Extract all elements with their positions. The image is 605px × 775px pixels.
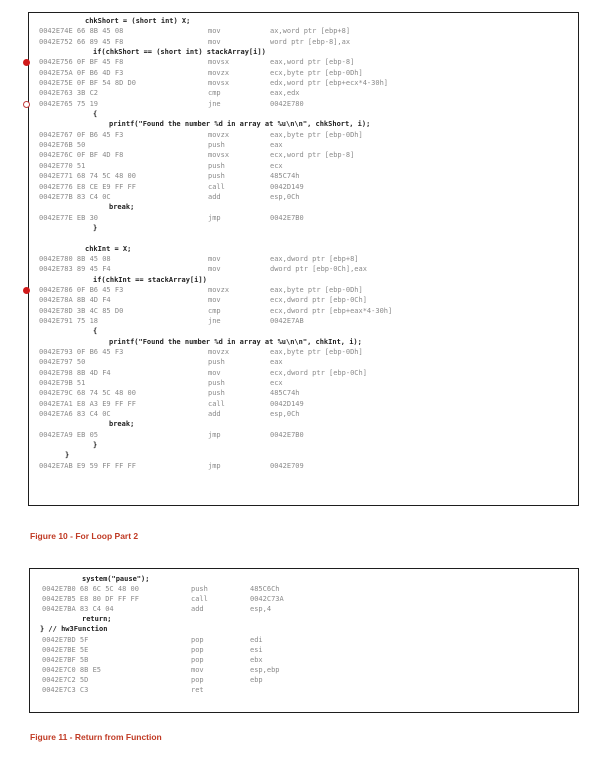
assembly-line bbox=[29, 192, 578, 202]
instruction-operands: esp,0Ch bbox=[270, 192, 300, 201]
instruction-operands: 0042E7B0 bbox=[270, 213, 304, 222]
instruction-address: 0042E7BF 5B bbox=[42, 655, 89, 664]
instruction-operands: 0042D149 bbox=[270, 399, 304, 408]
figure-caption: Figure 10 - For Loop Part 2 bbox=[30, 531, 139, 541]
assembly-line bbox=[29, 368, 578, 378]
instruction-operands: esp,4 bbox=[250, 605, 272, 614]
instruction-address: 0042E798 8B 4D F4 bbox=[39, 368, 111, 377]
assembly-line bbox=[29, 388, 578, 398]
source-line bbox=[29, 326, 578, 336]
instruction-mnemonic: movsx bbox=[208, 58, 230, 67]
instruction-operands: ebp bbox=[250, 675, 263, 684]
instruction-address: 0042E783 89 45 F4 bbox=[39, 265, 111, 274]
instruction-mnemonic: jne bbox=[208, 99, 221, 108]
instruction-operands: eax,byte ptr [ebp-0Dh] bbox=[270, 285, 363, 294]
instruction-address: 0042E767 0F B6 45 F3 bbox=[39, 130, 124, 139]
source-line bbox=[29, 223, 578, 233]
instruction-address: 0042E7AB E9 59 FF FF FF bbox=[39, 461, 136, 470]
instruction-address: 0042E771 68 74 5C 48 00 bbox=[39, 172, 136, 181]
assembly-line bbox=[29, 68, 578, 78]
instruction-operands: edi bbox=[250, 635, 263, 644]
source-text: } bbox=[65, 451, 70, 460]
assembly-line bbox=[30, 645, 578, 655]
instruction-operands: eax,word ptr [ebp-8] bbox=[270, 58, 355, 67]
source-line bbox=[29, 275, 578, 285]
instruction-mnemonic: jmp bbox=[208, 461, 221, 470]
source-text: { bbox=[93, 110, 98, 119]
instruction-mnemonic: movzx bbox=[208, 68, 230, 77]
instruction-address: 0042E78A 8B 4D F4 bbox=[39, 296, 111, 305]
instruction-address: 0042E76C 0F BF 4D F8 bbox=[39, 151, 124, 160]
instruction-operands: eax bbox=[270, 141, 283, 150]
instruction-operands: eax,byte ptr [ebp-0Dh] bbox=[270, 130, 363, 139]
instruction-operands: ecx,dword ptr [ebp+eax*4-30h] bbox=[270, 306, 393, 315]
instruction-address: 0042E776 E8 CE E9 FF FF bbox=[39, 182, 136, 191]
instruction-address: 0042E756 0F BF 45 F8 bbox=[39, 58, 124, 67]
instruction-operands: ecx,word ptr [ebp-8] bbox=[270, 151, 355, 160]
breakpoint-icon[interactable] bbox=[23, 59, 30, 66]
instruction-address: 0042E77B 83 C4 0C bbox=[39, 192, 111, 201]
instruction-address: 0042E793 0F B6 45 F3 bbox=[39, 348, 124, 356]
figure-caption: Figure 11 - Return from Function bbox=[30, 732, 162, 742]
instruction-mnemonic: call bbox=[191, 595, 208, 604]
instruction-mnemonic: movzx bbox=[208, 348, 230, 356]
assembly-line bbox=[30, 685, 578, 695]
assembly-line bbox=[29, 409, 578, 419]
instruction-mnemonic: cmp bbox=[208, 306, 221, 315]
instruction-address: 0042E79B 51 bbox=[39, 379, 86, 388]
instruction-address: 0042E797 50 bbox=[39, 358, 86, 367]
instruction-mnemonic: mov bbox=[208, 254, 221, 263]
assembly-line bbox=[29, 285, 578, 295]
blank-line bbox=[29, 233, 578, 243]
instruction-mnemonic: add bbox=[208, 192, 221, 201]
assembly-line bbox=[30, 665, 578, 675]
instruction-operands: 0042E780 bbox=[270, 99, 304, 108]
assembly-line bbox=[29, 78, 578, 88]
instruction-address: 0042E7C0 8B E5 bbox=[42, 665, 102, 674]
instruction-address: 0042E791 75 18 bbox=[39, 316, 99, 325]
instruction-operands: ebx bbox=[250, 655, 263, 664]
assembly-line bbox=[29, 37, 578, 47]
source-text: return; bbox=[82, 615, 112, 624]
instruction-address: 0042E763 3B C2 bbox=[39, 89, 99, 98]
instruction-mnemonic: add bbox=[191, 605, 204, 614]
instruction-address: 0042E770 51 bbox=[39, 161, 86, 170]
source-text: if(chkShort == (short int) stackArray[i]) bbox=[93, 48, 266, 57]
instruction-mnemonic: push bbox=[208, 358, 225, 367]
assembly-line bbox=[29, 295, 578, 305]
disassembly-listing-for-loop bbox=[28, 12, 579, 506]
instruction-mnemonic: mov bbox=[208, 296, 221, 305]
instruction-address: 0042E765 75 19 bbox=[39, 99, 99, 108]
instruction-operands: ecx,dword ptr [ebp-0Ch] bbox=[270, 368, 367, 377]
assembly-line bbox=[29, 316, 578, 326]
source-text: chkShort = (short int) X; bbox=[85, 17, 191, 25]
source-line bbox=[29, 119, 578, 129]
instruction-mnemonic: movsx bbox=[208, 151, 230, 160]
instruction-mnemonic: mov bbox=[191, 665, 204, 674]
assembly-line bbox=[29, 264, 578, 274]
instruction-operands: eax bbox=[270, 358, 283, 367]
assembly-line bbox=[29, 26, 578, 36]
instruction-mnemonic: movzx bbox=[208, 130, 230, 139]
source-line bbox=[30, 574, 578, 584]
source-text: } bbox=[93, 223, 98, 232]
instruction-address: 0042E786 0F B6 45 F3 bbox=[39, 285, 124, 294]
instruction-operands: ecx,byte ptr [ebp-0Dh] bbox=[270, 68, 363, 77]
assembly-line bbox=[29, 171, 578, 181]
source-line bbox=[29, 16, 578, 26]
instruction-address: 0042E74E 66 8B 45 08 bbox=[39, 27, 124, 36]
instruction-operands: eax,byte ptr [ebp-0Dh] bbox=[270, 348, 363, 356]
instruction-mnemonic: mov bbox=[208, 265, 221, 274]
source-text: } // hw3Function bbox=[40, 625, 108, 634]
code-block bbox=[29, 16, 578, 471]
assembly-line bbox=[29, 140, 578, 150]
instruction-operands: 485C74h bbox=[270, 389, 300, 398]
instruction-mnemonic: movzx bbox=[208, 285, 230, 294]
assembly-line bbox=[29, 399, 578, 409]
assembly-line bbox=[29, 430, 578, 440]
instruction-address: 0042E780 8B 45 08 bbox=[39, 254, 111, 263]
instruction-operands: esi bbox=[250, 645, 263, 654]
instruction-address: 0042E79C 68 74 5C 48 00 bbox=[39, 389, 136, 398]
instruction-operands: eax,edx bbox=[270, 89, 300, 98]
code-block bbox=[30, 574, 578, 695]
assembly-line bbox=[29, 182, 578, 192]
instruction-mnemonic: call bbox=[208, 182, 225, 191]
instruction-operands: ax,word ptr [ebp+8] bbox=[270, 27, 351, 36]
breakpoint-hollow-icon[interactable] bbox=[23, 101, 30, 108]
source-text: break; bbox=[109, 420, 135, 429]
instruction-mnemonic: call bbox=[208, 399, 225, 408]
source-text: break; bbox=[109, 203, 135, 212]
instruction-operands: 0042E7AB bbox=[270, 316, 304, 325]
instruction-operands: edx,word ptr [ebp+ecx*4-30h] bbox=[270, 79, 389, 88]
source-line bbox=[29, 244, 578, 254]
instruction-address: 0042E7BA 83 C4 04 bbox=[42, 605, 114, 614]
instruction-operands: dword ptr [ebp-0Ch],eax bbox=[270, 265, 367, 274]
instruction-operands: ecx bbox=[270, 379, 283, 388]
assembly-line bbox=[30, 584, 578, 594]
source-line bbox=[29, 440, 578, 450]
instruction-mnemonic: add bbox=[208, 410, 221, 419]
instruction-address: 0042E7B5 E8 80 DF FF FF bbox=[42, 595, 139, 604]
instruction-address: 0042E7BE 5E bbox=[42, 645, 89, 654]
instruction-mnemonic: pop bbox=[191, 675, 204, 684]
source-line bbox=[29, 419, 578, 429]
instruction-mnemonic: movsx bbox=[208, 79, 230, 88]
instruction-address: 0042E75A 0F B6 4D F3 bbox=[39, 68, 124, 77]
instruction-address: 0042E7A6 83 C4 0C bbox=[39, 410, 111, 419]
assembly-line bbox=[29, 88, 578, 98]
breakpoint-icon[interactable] bbox=[23, 287, 30, 294]
instruction-mnemonic: jmp bbox=[208, 213, 221, 222]
source-line bbox=[30, 624, 578, 634]
assembly-line bbox=[29, 254, 578, 264]
instruction-mnemonic: push bbox=[208, 172, 225, 181]
assembly-line bbox=[30, 594, 578, 604]
instruction-mnemonic: push bbox=[208, 141, 225, 150]
assembly-line bbox=[29, 357, 578, 367]
instruction-address: 0042E76B 50 bbox=[39, 141, 86, 150]
instruction-operands: ecx bbox=[270, 161, 283, 170]
assembly-line bbox=[30, 635, 578, 645]
instruction-operands: 485C6Ch bbox=[250, 585, 280, 594]
assembly-line bbox=[29, 306, 578, 316]
source-text: printf("Found the number %d in array at %u\n\n", chkShort, i); bbox=[109, 120, 371, 129]
instruction-address: 0042E77E EB 30 bbox=[39, 213, 99, 222]
source-line bbox=[29, 109, 578, 119]
instruction-operands: ecx,dword ptr [ebp-0Ch] bbox=[270, 296, 367, 305]
assembly-line bbox=[29, 213, 578, 223]
assembly-line bbox=[29, 57, 578, 67]
instruction-mnemonic: pop bbox=[191, 645, 204, 654]
disassembly-listing-return bbox=[29, 568, 579, 713]
assembly-line bbox=[29, 461, 578, 471]
instruction-operands: 0042E709 bbox=[270, 461, 304, 470]
instruction-address: 0042E75E 0F BF 54 8D D0 bbox=[39, 79, 136, 88]
assembly-line bbox=[29, 161, 578, 171]
instruction-address: 0042E7A1 E8 A3 E9 FF FF bbox=[39, 399, 136, 408]
instruction-address: 0042E7BD 5F bbox=[42, 635, 89, 644]
instruction-operands: word ptr [ebp-8],ax bbox=[270, 37, 351, 46]
source-text: if(chkInt == stackArray[i]) bbox=[93, 275, 207, 284]
instruction-mnemonic: push bbox=[208, 379, 225, 388]
instruction-mnemonic: mov bbox=[208, 368, 221, 377]
source-line bbox=[29, 202, 578, 212]
instruction-mnemonic: jmp bbox=[208, 430, 221, 439]
source-line bbox=[29, 450, 578, 460]
instruction-mnemonic: pop bbox=[191, 635, 204, 644]
assembly-line bbox=[30, 655, 578, 665]
instruction-operands: 0042E7B0 bbox=[270, 430, 304, 439]
source-line bbox=[29, 47, 578, 57]
instruction-mnemonic: cmp bbox=[208, 89, 221, 98]
instruction-mnemonic: push bbox=[208, 389, 225, 398]
source-text: { bbox=[93, 327, 98, 336]
instruction-address: 0042E7C3 C3 bbox=[42, 686, 89, 695]
instruction-mnemonic: mov bbox=[208, 27, 221, 36]
source-text: system("pause"); bbox=[82, 575, 150, 583]
source-text: chkInt = X; bbox=[85, 244, 132, 253]
assembly-line bbox=[29, 130, 578, 140]
assembly-line bbox=[30, 604, 578, 614]
instruction-address: 0042E78D 3B 4C 85 D0 bbox=[39, 306, 124, 315]
instruction-operands: 0042C73A bbox=[250, 595, 284, 604]
source-text: printf("Found the number %d in array at %u\n\n", chkInt, i); bbox=[109, 337, 362, 346]
instruction-mnemonic: push bbox=[208, 161, 225, 170]
assembly-line bbox=[29, 378, 578, 388]
instruction-mnemonic: mov bbox=[208, 37, 221, 46]
instruction-mnemonic: jne bbox=[208, 316, 221, 325]
instruction-operands: esp,0Ch bbox=[270, 410, 300, 419]
source-line bbox=[29, 337, 578, 347]
instruction-address: 0042E752 66 89 45 F8 bbox=[39, 37, 124, 46]
assembly-line bbox=[30, 675, 578, 685]
instruction-address: 0042E7C2 5D bbox=[42, 675, 89, 684]
instruction-mnemonic: ret bbox=[191, 686, 204, 695]
instruction-mnemonic: pop bbox=[191, 655, 204, 664]
instruction-operands: 485C74h bbox=[270, 172, 300, 181]
instruction-operands: 0042D149 bbox=[270, 182, 304, 191]
instruction-address: 0042E7A9 EB 05 bbox=[39, 430, 99, 439]
instruction-address: 0042E7B0 68 6C 5C 48 00 bbox=[42, 585, 139, 594]
source-text: } bbox=[93, 441, 98, 450]
assembly-line bbox=[29, 99, 578, 109]
instruction-operands: eax,dword ptr [ebp+8] bbox=[270, 254, 359, 263]
instruction-mnemonic: push bbox=[191, 585, 208, 594]
source-line bbox=[30, 614, 578, 624]
assembly-line bbox=[29, 347, 578, 357]
instruction-operands: esp,ebp bbox=[250, 665, 280, 674]
assembly-line bbox=[29, 150, 578, 160]
